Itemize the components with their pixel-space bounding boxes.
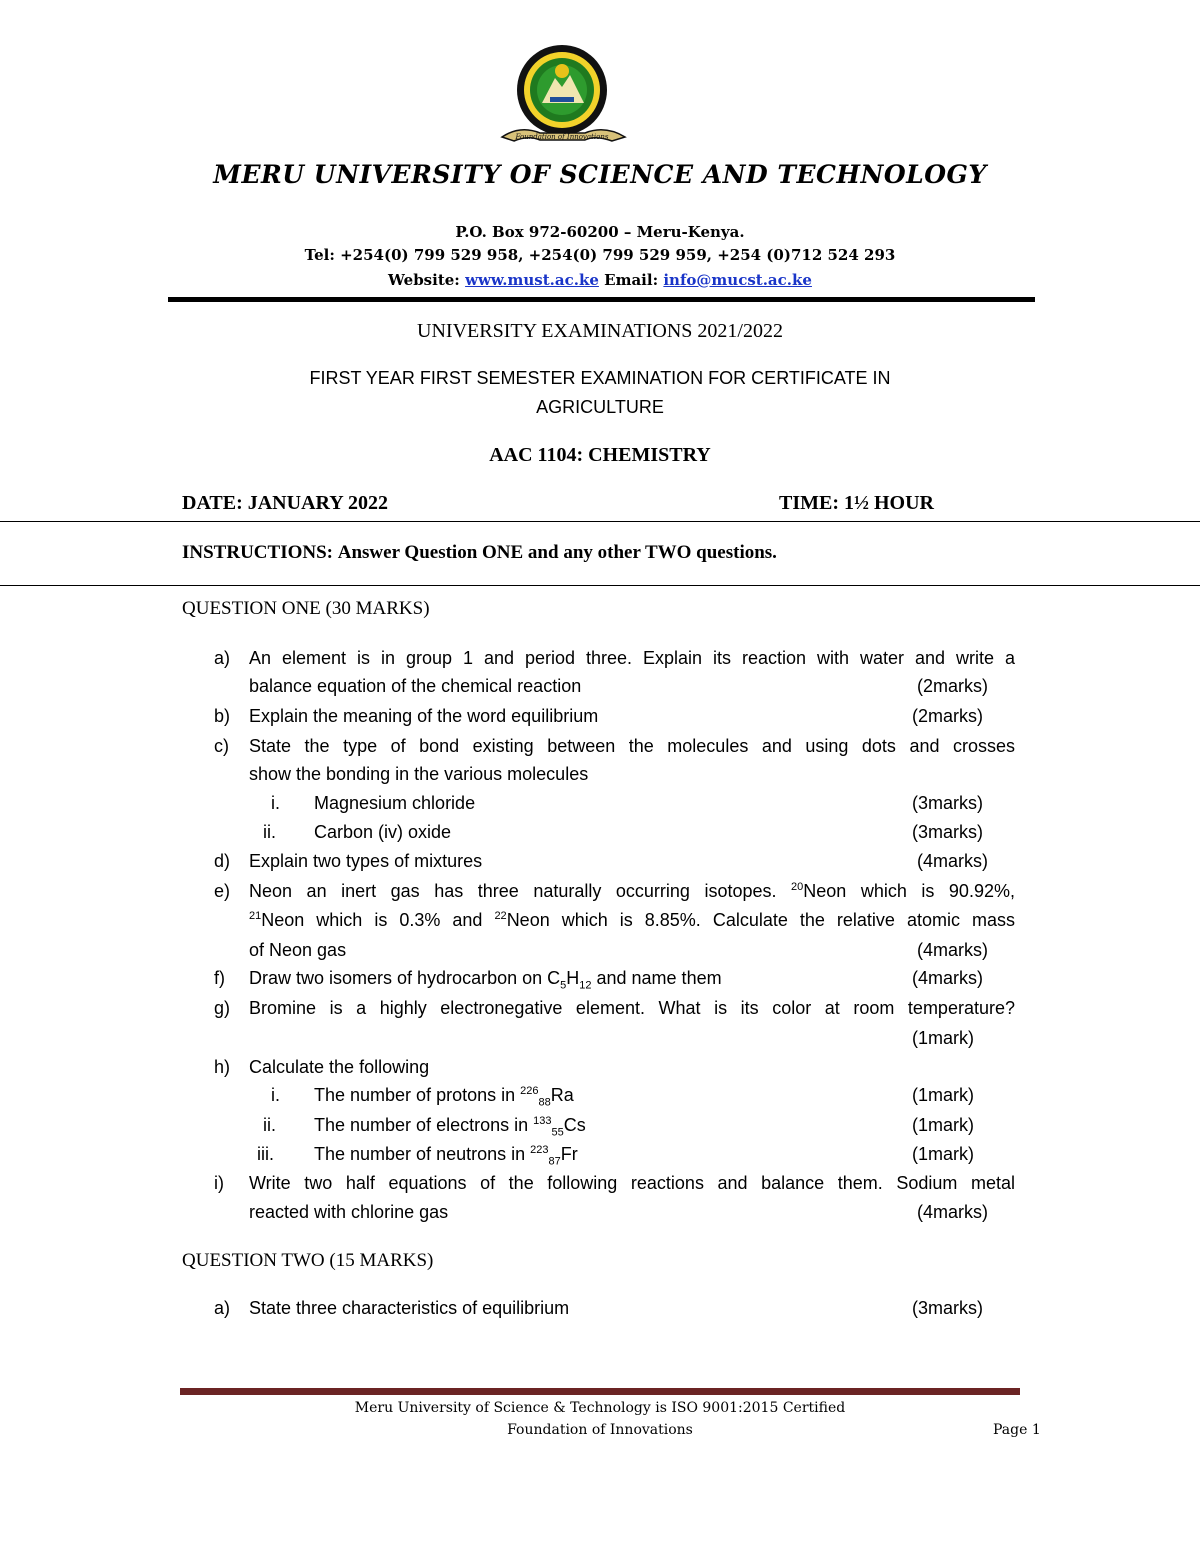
email-link[interactable]: info@mucst.ac.ke	[663, 271, 812, 289]
q1e-text: Neon which is 90.92%,	[803, 881, 1015, 901]
item-label: i)	[214, 1173, 224, 1193]
divider-top	[0, 521, 1200, 522]
q1e-text-line2	[249, 910, 1015, 931]
element-symbol: Fr	[560, 1144, 578, 1164]
q1f-text-part: and name them	[591, 968, 722, 988]
item-label: f)	[214, 968, 225, 988]
q1a-text-line1: An element is in group 1 and period three. Explain its reaction with water and write a	[249, 648, 1015, 668]
subscript: 12	[579, 979, 592, 992]
question-two-heading: QUESTION TWO (15 MARKS)	[182, 1250, 434, 1271]
mass-number: 21	[249, 910, 262, 922]
q1c-text-line2: show the bonding in the various molecules	[249, 764, 589, 784]
divider-bottom	[0, 585, 1200, 586]
marks: (1mark)	[912, 1115, 974, 1135]
subitem-label: i.	[271, 793, 280, 813]
postal-address: P.O. Box 972-60200 – Meru-Kenya.	[455, 223, 745, 241]
mass-number: 226	[520, 1085, 539, 1097]
q1d-text: Explain two types of mixtures	[249, 851, 483, 871]
marks: (4marks)	[917, 940, 988, 960]
marks: (3marks)	[912, 793, 983, 813]
q1i-text-line2: reacted with chlorine gas	[249, 1202, 449, 1222]
atomic-number: 88	[538, 1096, 551, 1109]
marks: (1mark)	[912, 1144, 974, 1164]
marks: (4marks)	[912, 968, 983, 988]
exam-subtitle-line2: AGRICULTURE	[536, 397, 664, 417]
marks: (3marks)	[912, 822, 983, 842]
website-link[interactable]: www.must.ac.ke	[465, 271, 599, 289]
mass-number: 133	[533, 1115, 552, 1127]
exam-date: DATE: JANUARY 2022	[182, 492, 388, 514]
course-code-title: AAC 1104: CHEMISTRY	[489, 444, 711, 466]
subscript: 5	[560, 979, 567, 992]
marks: (1mark)	[912, 1028, 974, 1048]
marks: (3marks)	[912, 1298, 983, 1318]
q1c-i-text: Magnesium chloride	[314, 793, 476, 813]
mass-number: 20	[791, 881, 804, 893]
marks: (4marks)	[917, 851, 988, 871]
telephone-numbers: Tel: +254(0) 799 529 958, +254(0) 799 529 959, +254 (0)712 524 293	[304, 246, 896, 264]
marks: (2marks)	[917, 676, 988, 696]
item-label: a)	[214, 1298, 231, 1318]
q1c-text-line1: State the type of bond existing between the molecules and using dots and crosses	[249, 736, 1015, 756]
subitem-label: ii.	[263, 822, 276, 842]
neon-isotope	[791, 881, 1015, 901]
website-label: Website:	[388, 271, 460, 289]
mass-number: 223	[530, 1144, 549, 1156]
q1h-text-part: The number of electrons in	[314, 1115, 534, 1135]
q1e-text-line1	[249, 881, 1015, 902]
q1f-text	[249, 968, 722, 992]
mass-number: 22	[494, 910, 507, 922]
instructions-text: Answer Question ONE and any other TWO questions.	[337, 542, 777, 563]
q1e-text-line3: of Neon gas	[249, 940, 347, 960]
q1h-text-part: The number of neutrons in	[314, 1144, 531, 1164]
q1f-text-part: Draw two isomers of hydrocarbon on C	[249, 968, 561, 988]
q1e-text: Neon an inert gas has three naturally occurring isotopes.	[249, 881, 777, 901]
q1h-text: Calculate the following	[249, 1057, 430, 1077]
q1e-text: Neon which is 8.85%. Calculate the relative atomic mass	[506, 910, 1015, 930]
q1h-ii-text	[314, 1115, 586, 1139]
q1c-ii-text: Carbon (iv) oxide	[314, 822, 452, 842]
q1h-iii-text	[314, 1144, 578, 1168]
subitem-label: i.	[271, 1085, 280, 1105]
exam-time: TIME: 1½ HOUR	[779, 492, 934, 514]
element-symbol: Ra	[550, 1085, 574, 1105]
marks: (1mark)	[912, 1085, 974, 1105]
footer-rule	[180, 1388, 1020, 1395]
header-rule	[168, 297, 1035, 302]
exam-title: UNIVERSITY EXAMINATIONS 2021/2022	[417, 320, 783, 342]
atomic-number: 55	[551, 1126, 564, 1139]
question-one-heading: QUESTION ONE (30 MARKS)	[182, 598, 430, 619]
footer-motto: Foundation of Innovations	[507, 1422, 693, 1438]
exam-subtitle-line1: FIRST YEAR FIRST SEMESTER EXAMINATION FOR CERTIFICATE IN	[309, 368, 891, 388]
instructions-label: INSTRUCTIONS:	[182, 542, 333, 563]
q2a-text: State three characteristics of equilibrium	[249, 1298, 570, 1318]
subitem-label: ii.	[263, 1115, 276, 1135]
footer-certification: Meru University of Science & Technology is ISO 9001:2015 Certified	[354, 1400, 846, 1416]
subitem-label: iii.	[257, 1144, 274, 1164]
q1h-i-text	[314, 1085, 574, 1109]
q1e-text: Neon which is 0.3% and	[261, 910, 483, 930]
item-label: a)	[214, 648, 231, 668]
item-label: h)	[214, 1057, 231, 1077]
marks: (4marks)	[917, 1202, 988, 1222]
page-number: Page 1	[993, 1422, 1041, 1438]
q1h-text-part: The number of protons in	[314, 1085, 521, 1105]
q1g-text: Bromine is a highly electronegative element. What is its color at room temperature?	[249, 998, 1015, 1018]
element-symbol: Cs	[563, 1115, 586, 1135]
email-label: Email:	[604, 271, 659, 289]
q1b-text: Explain the meaning of the word equilibrium	[249, 706, 599, 726]
item-label: d)	[214, 851, 231, 871]
q1f-text-part: H	[566, 968, 580, 988]
q1i-text-line1: Write two half equations of the following reactions and balance them. Sodium metal	[249, 1173, 1015, 1193]
item-label: b)	[214, 706, 231, 726]
logo-motto: Foundation of Innovations	[515, 133, 609, 141]
university-logo	[500, 45, 630, 150]
marks: (2marks)	[912, 706, 983, 726]
web-email-line	[0, 271, 1200, 289]
q1a-text-line2: balance equation of the chemical reaction	[249, 676, 582, 696]
item-label: g)	[214, 998, 231, 1018]
item-label: c)	[214, 736, 229, 756]
instructions	[182, 542, 777, 564]
atomic-number: 87	[548, 1155, 561, 1168]
university-name: MERU UNIVERSITY OF SCIENCE AND TECHNOLOGY	[213, 160, 987, 189]
item-label: e)	[214, 881, 231, 901]
